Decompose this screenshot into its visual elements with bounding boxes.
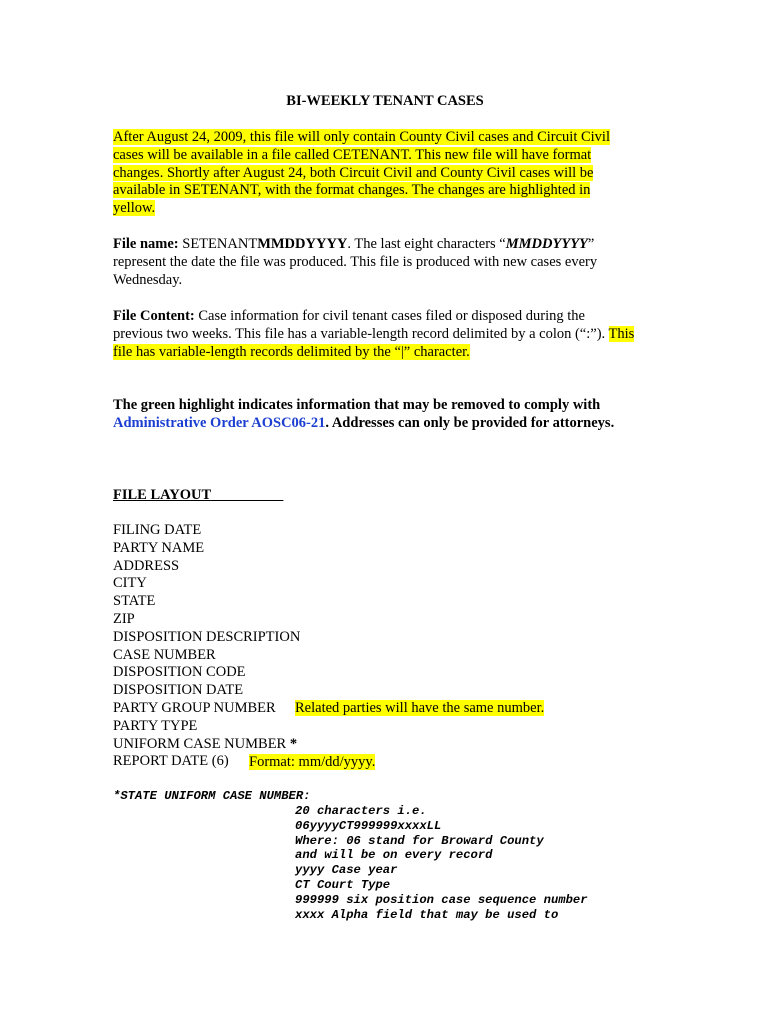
uniform-case-line: 06yyyyCT999999xxxxLL bbox=[295, 818, 442, 833]
file-name-label: File name: bbox=[113, 236, 179, 252]
file-name-line2: represent the date the file was produced. This file is produced with new cases every bbox=[113, 253, 598, 270]
uniform-case-line: xxxx Alpha field that may be used to bbox=[295, 907, 559, 922]
notice-line2: . Addresses can only be provided for attorneys. bbox=[325, 414, 615, 431]
file-content-line3-highlight: file has variable-length records delimited by the “|” character. bbox=[113, 343, 470, 360]
intro-paragraph bbox=[113, 129, 673, 218]
file-content-paragraph bbox=[113, 308, 673, 361]
intro-line: changes. Shortly after August 24, both Circuit Civil and County Civil cases will be bbox=[113, 164, 594, 181]
intro-line: cases will be available in a file called CETENANT. This new file will have format bbox=[113, 146, 592, 163]
file-content-line2-highlight: This bbox=[608, 325, 635, 342]
field-case-number: CASE NUMBER bbox=[113, 646, 216, 663]
intro-line: After August 24, 2009, this file will only contain County Civil cases and Circuit Civil bbox=[113, 129, 610, 145]
uniform-case-line: 20 characters i.e. bbox=[295, 804, 427, 818]
field-state: STATE bbox=[113, 593, 156, 610]
file-content-line1: Case information for civil tenant cases filed or disposed during the bbox=[194, 308, 585, 324]
party-group-note-text: Related parties will have the same number. bbox=[295, 700, 545, 716]
uniform-case-line: CT Court Type bbox=[295, 877, 391, 892]
field-party-type: PARTY TYPE bbox=[113, 717, 198, 734]
file-name-italic-pattern: MMDDYYYY bbox=[505, 236, 588, 252]
uniform-case-line: yyyy Case year bbox=[295, 863, 398, 878]
field-zip: ZIP bbox=[113, 610, 135, 627]
party-group-note bbox=[295, 700, 544, 718]
file-name-suffix: ” bbox=[587, 236, 595, 252]
field-city: CITY bbox=[113, 575, 147, 592]
field-disposition-date: DISPOSITION DATE bbox=[113, 682, 244, 699]
administrative-order-link[interactable]: Administrative Order AOSC06-21 bbox=[113, 414, 326, 431]
field-report-date: REPORT DATE (6) bbox=[113, 753, 229, 770]
file-layout-heading bbox=[113, 487, 673, 505]
field-address: ADDRESS bbox=[113, 557, 180, 574]
file-layout-underline bbox=[211, 487, 284, 503]
uniform-case-line: Where: 06 stand for Broward County bbox=[295, 833, 544, 848]
file-layout-fields bbox=[113, 522, 673, 771]
notice-line1: The green highlight indicates information that may be removed to comply with bbox=[113, 397, 601, 413]
file-name-prefix: SETENANT bbox=[178, 236, 258, 252]
uniform-case-heading: *STATE UNIFORM CASE NUMBER: bbox=[113, 789, 311, 803]
intro-line: available in SETENANT, with the format changes. The changes are highlighted in bbox=[113, 182, 591, 199]
document-title: BI-WEEKLY TENANT CASES bbox=[286, 93, 484, 109]
field-disposition-description: DISPOSITION DESCRIPTION bbox=[113, 628, 301, 645]
intro-line: yellow. bbox=[113, 200, 156, 217]
field-disposition-code: DISPOSITION CODE bbox=[113, 664, 246, 681]
file-content-line2: previous two weeks. This file has a variable-length record delimited by a colon (“:”). bbox=[113, 325, 609, 342]
field-filing-date: FILING DATE bbox=[113, 522, 202, 538]
uniform-case-spec bbox=[295, 804, 588, 922]
notice-paragraph bbox=[113, 397, 673, 433]
file-name-middle: . The last eight characters “ bbox=[347, 236, 506, 252]
file-name-line3: Wednesday. bbox=[113, 271, 183, 288]
field-party-name: PARTY NAME bbox=[113, 539, 205, 556]
uniform-case-line: 999999 six position case sequence number bbox=[295, 892, 588, 907]
file-name-date-pattern: MMDDYYYY bbox=[257, 236, 348, 252]
field-uniform-case-number: UNIFORM CASE NUMBER bbox=[113, 735, 287, 752]
report-date-note-text: Format: mm/dd/yyyy. bbox=[249, 754, 376, 770]
file-layout-title: FILE LAYOUT bbox=[113, 487, 211, 503]
field-party-group-number: PARTY GROUP NUMBER bbox=[113, 699, 276, 716]
uniform-case-line: and will be on every record bbox=[295, 848, 493, 863]
report-date-note bbox=[249, 754, 375, 772]
file-content-label: File Content: bbox=[113, 308, 195, 324]
uniform-case-star: * bbox=[286, 735, 298, 752]
file-name-paragraph bbox=[113, 236, 673, 289]
